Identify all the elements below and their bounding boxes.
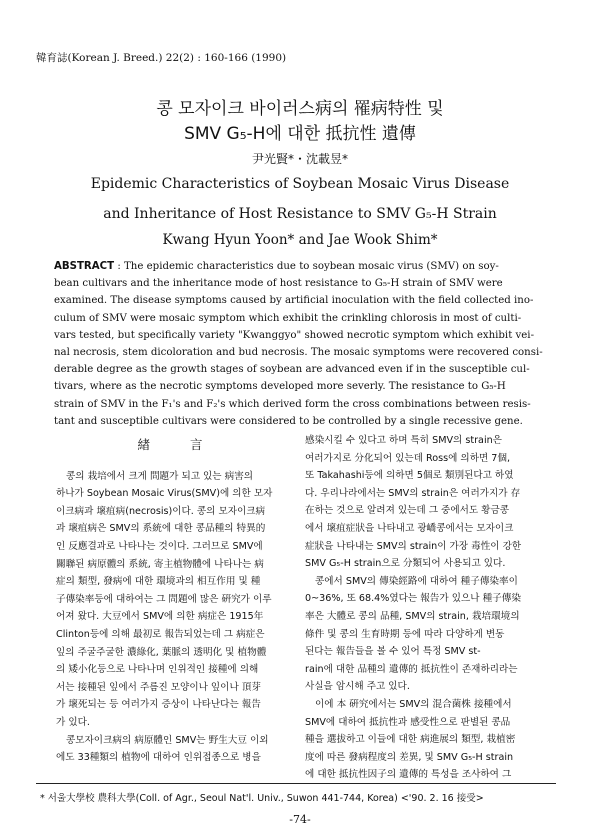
abstract-line: nal necrosis, stem dicoloration and bud necrosis. The mosaic symptoms were recovered consi- [54,347,543,359]
paragraph-line: 또 Takahashi등에 의하면 5個로 類別된다고 하였 [305,470,514,482]
abstract-line: derable degree as the growth stages of soybean are advanced even if in the susceptible cul- [54,364,530,376]
paragraph-line: 感染시킬 수 있다고 하며 특히 SMV의 strain은 [305,435,502,446]
paragraph-line: 度에 따른 發病程度의 差異, 및 SMV G₅-H strain [305,751,514,763]
abstract [54,258,548,430]
left-column-body [56,468,284,767]
paragraph-line: 症의 類型, 發病에 대한 環境과의 相互作用 및 種 [56,576,261,588]
left-column [56,424,284,767]
paragraph-line: 서는 接種된 잎에서 주름진 모양이나 잎이나 頂芽 [56,681,261,693]
paragraph-line: 콩모자이크病의 病原體인 SMV는 野生大豆 이외 [66,734,269,746]
paragraph-line: 이에 本 硏究에서는 SMV의 混合菌株 接種에서 [315,698,512,710]
right-column [305,432,548,784]
paragraph-line: 이크病과 壞疽病(necrosis)이다. 콩의 모자이크病 [56,505,266,517]
authors-english: Kwang Hyun Yoon* and Jae Wook Shim* [162,232,438,248]
affiliation-footnote: * 서울大學校 農科大學(Coll. of Agr., Seoul Nat'l. Univ., Suwon 441-744, Korea) <'90. 2. 16 接受> [40,793,484,804]
paragraph-line: SMV에 대하여 抵抗性과 感受性으로 판별된 콩品 [305,716,511,728]
paragraph-line: 子傳染率등에 대하여는 그 問題에 많은 硏究가 이루 [56,593,272,605]
title-korean-line-2: SMV G₅-H에 대한 抵抗性 遺傳 [184,124,416,144]
abstract-line: examined. The disease symptoms caused by artificial inoculation with the field collected ino- [54,295,534,307]
paragraph-line: 에 대한 抵抗性因子의 遺傳的 특성을 조사하여 그 [305,769,512,781]
footnote-divider [36,783,556,784]
abstract-line: vars tested, but specifically variety "Kwanggyo" showed necrotic symptom which exhibit vei- [54,329,535,341]
paragraph-line: 어져 왔다. 大豆에서 SMV에 의한 病症은 1915年 [56,611,264,623]
title-korean-line-1: 콩 모자이크 바이러스病의 罹病特性 및 [156,99,444,119]
journal-reference: 韓育誌(Korean J. Breed.) 22(2) : 160-166 (1990) [36,52,287,64]
paragraph-line: 條件 및 콩의 生育時期 등에 따라 다양하게 변동 [305,628,505,640]
abstract-label: ABSTRACT [54,261,115,272]
paragraph-line: 과 壞疽病은 SMV의 系統에 대한 콩品種의 特異的 [56,523,266,535]
abstract-line: tant and susceptible cultivars were considered to be controlled by a single recessive gene. [54,415,523,427]
right-column-body [305,432,548,784]
abstract-line: tivars, where as the necrotic symptoms developed more severly. The resistance to G₅-H [54,381,506,393]
paragraph-line: 0~36%, 또 68.4%였다는 報告가 있으나 種子傳染 [305,593,521,605]
paragraph-line: 잎의 주굴주굴한 濃綠化, 葉脈의 透明化 및 植物體 [56,646,267,658]
abstract-line: ABSTRACT : The epidemic characteristics due to soybean mosaic virus (SMV) on soy- [54,261,499,272]
page-number: -74- [289,813,311,826]
paragraph-line: 콩에서 SMV의 傳染經路에 대하여 種子傳染率이 [315,575,518,587]
paragraph-line: 된다는 報告들을 볼 수 있어 특정 SMV st- [305,646,481,658]
title-english-line-2: and Inheritance of Host Resistance to SMV G₅-H Strain [103,206,497,222]
abstract-line: strain of SMV in the F₁'s and F₂'s which derived form the cross combinations between resis- [54,398,531,410]
abstract-line: culum of SMV were mosaic symptom which exhibit the crinkling chlorosis in most of culti- [54,312,522,324]
paragraph-line: 인 反應결과로 나타나는 것이다. 그러므로 SMV에 [56,540,263,552]
paragraph-line: 症狀을 나타내는 SMV의 strain이 가장 毒性이 강한 [305,540,522,552]
paragraph-line: 率은 大體로 콩의 品種, SMV의 strain, 栽培環境의 [305,610,520,622]
paragraph-line: 의 矮小化등으로 나타나며 인위적인 接種에 의해 [56,664,259,676]
title-english-line-1: Epidemic Characteristics of Soybean Mosaic Virus Disease [90,176,510,192]
section-heading-introduction: 緖 言 [137,437,221,452]
paragraph-line: 에서 壞疽症狀을 나타내고 광嶠콩에서는 모자이크 [305,522,514,534]
paragraph-line: 關聯된 病原體의 系統, 寄主植物體에 나타나는 病 [56,558,264,570]
paragraph-line: 에도 33種類의 植物에 대하여 인위접종으로 병을 [56,752,261,764]
abstract-line: bean cultivars and the inheritance mode of host resistance to G₅-H strain of SMV were [54,278,503,290]
paragraph-line: Clinton등에 의해 最初로 報告되었는데 그 病症은 [56,628,265,640]
paragraph-line: SMV G₅-H strain으로 分類되어 사용되고 있다. [305,558,506,570]
paragraph-line: 種을 選拔하고 이들에 대한 病進展의 類型, 栽植密 [305,734,516,746]
paragraph-line: 가 壞死되는 등 여러가지 증상이 나타난다는 報告 [56,699,261,711]
paragraph-line: rain에 대한 品種의 遺傳的 抵抗性이 존재하리라는 [305,663,518,675]
paragraph-line: 콩의 栽培에서 크게 問題가 되고 있는 病害의 [66,470,254,482]
paragraph-line: 여러가지로 分化되어 있는데 Ross에 의하면 7個, [305,452,511,464]
paragraph-line: 다. 우리나라에서는 SMV의 strain은 여러가지가 存 [305,487,521,499]
authors-korean: 尹光賢*・沈載昱* [251,152,348,166]
paragraph-line: 가 있다. [56,716,90,728]
paragraph-line: 在하는 것으로 알려져 있는데 그 중에서도 황금콩 [305,505,509,517]
paragraph-line: 하나가 Soybean Mosaic Virus(SMV)에 의한 모자 [56,488,273,500]
paragraph-line: 사실을 암시해 주고 있다. [305,681,410,693]
